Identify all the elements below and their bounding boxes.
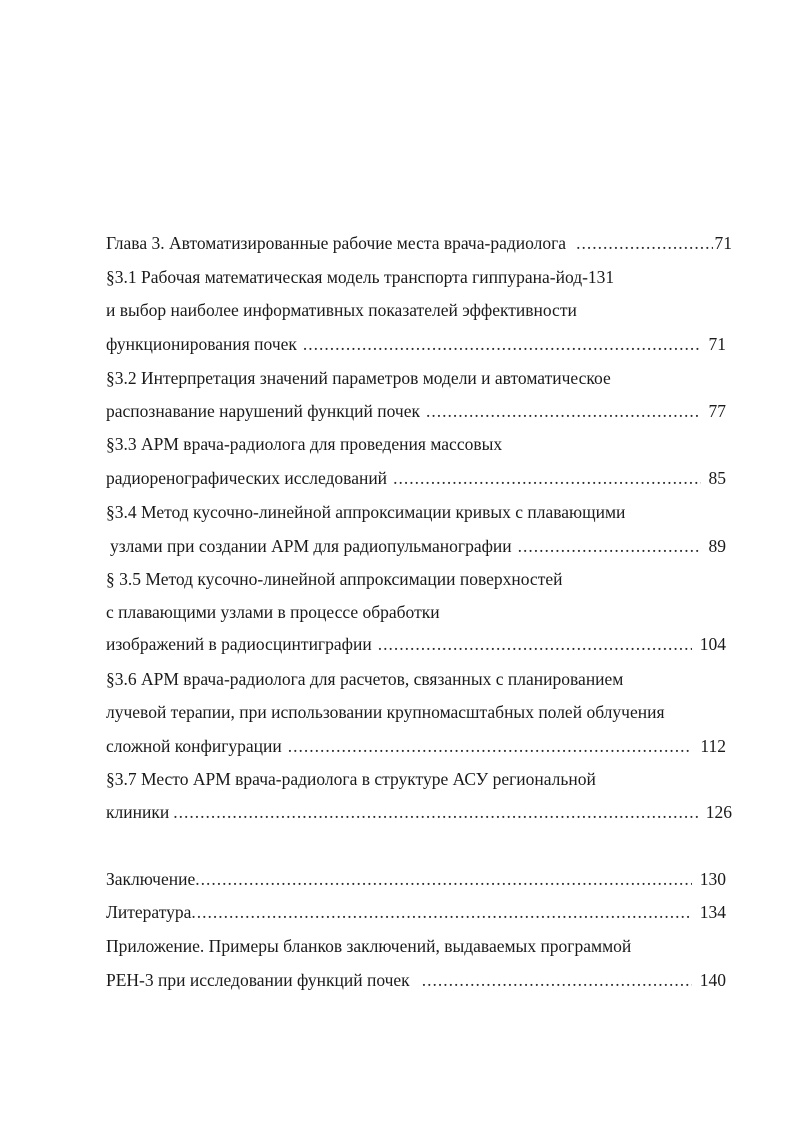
toc-entry-title: Заключение — [106, 869, 196, 889]
toc-entry-3-1-line-1: §3.1 Рабочая математическая модель транспорта гиппурана-йод-131 — [106, 267, 615, 287]
toc-entry-3-4 — [110, 533, 726, 559]
toc-leader-dots — [191, 899, 691, 925]
toc-entry-chapter-3 — [106, 230, 732, 256]
toc-entry-title: распознавание нарушений функций почек — [106, 401, 420, 421]
toc-entry-title: Литература — [106, 902, 192, 922]
toc-entry-3-5 — [106, 631, 726, 657]
toc-page-number: 89 — [708, 536, 726, 556]
toc-leader-dots — [422, 967, 692, 993]
toc-leader-dots — [195, 866, 692, 892]
toc-page-number: 77 — [708, 401, 726, 421]
toc-page-number: 134 — [699, 902, 726, 922]
toc-entry-3-4-line-1: §3.4 Метод кусочно-линейной аппроксимации кривых с плавающими — [106, 502, 626, 522]
toc-entry-title: сложной конфигурации — [106, 736, 282, 756]
toc-page-number: 130 — [699, 869, 726, 889]
toc-entry-3-7 — [106, 799, 732, 825]
toc-entry-3-2 — [106, 398, 726, 424]
toc-entry-3-6-line-2: лучевой терапии, при использовании крупномасштабных полей облучения — [106, 702, 665, 722]
toc-entry-3-6-line-1: §3.6 АРМ врача-радиолога для расчетов, связанных с планированием — [106, 669, 624, 689]
toc-leader-dots — [393, 465, 700, 491]
toc-entry-appendix-line-1: Приложение. Примеры бланков заключений, выдаваемых программой — [106, 936, 632, 956]
toc-entry-title: клиники — [106, 802, 170, 822]
toc-entry-3-1 — [106, 331, 726, 357]
toc-entry-literature — [106, 899, 726, 925]
toc-entry-3-2-line-1: §3.2 Интерпретация значений параметров модели и автоматическое — [106, 368, 611, 388]
toc-entry-3-7-line-1: §3.7 Место АРМ врача-радиолога в структуре АСУ региональной — [106, 769, 596, 789]
toc-page-number: 71 — [714, 233, 732, 253]
toc-entry-title: Глава 3. Автоматизированные рабочие места врача-радиолога — [106, 233, 567, 253]
toc-page-number: 112 — [700, 736, 726, 756]
toc-leader-dots — [518, 533, 701, 559]
toc-leader-dots — [576, 230, 712, 256]
toc-page-number: 126 — [705, 802, 732, 822]
toc-entry-3-3-line-1: §3.3 АРМ врача-радиолога для проведения массовых — [106, 434, 503, 454]
toc-entry-conclusion — [106, 866, 726, 892]
toc-entry-3-5-line-2: с плавающими узлами в процессе обработки — [106, 602, 440, 622]
toc-page-number: 71 — [708, 334, 726, 354]
toc-page-number: 140 — [699, 970, 726, 990]
toc-entry-title: изображений в радиосцинтиграфии — [106, 634, 372, 654]
toc-leader-dots — [288, 733, 693, 759]
toc-entry-appendix — [106, 967, 726, 993]
toc-leader-dots — [426, 398, 701, 424]
toc-entry-3-6 — [106, 733, 726, 759]
toc-entry-title: узлами при создании АРМ для радиопульманографии — [110, 536, 512, 556]
toc-leader-dots — [303, 331, 701, 357]
toc-entry-3-1-line-2: и выбор наиболее информативных показателей эффективности — [106, 300, 577, 320]
toc-entry-3-3 — [106, 465, 726, 491]
toc-entry-title: радиоренографических исследований — [106, 468, 388, 488]
toc-leader-dots — [173, 799, 698, 825]
toc-page-number: 104 — [699, 634, 726, 654]
toc-page-number: 85 — [708, 468, 726, 488]
toc-entry-title: функционирования почек — [106, 334, 297, 354]
toc-leader-dots — [378, 631, 692, 657]
toc-entry-3-5-line-1: § 3.5 Метод кусочно-линейной аппроксимации поверхностей — [106, 569, 563, 589]
toc-entry-title: РЕН-3 при исследовании функций почек — [106, 970, 410, 990]
